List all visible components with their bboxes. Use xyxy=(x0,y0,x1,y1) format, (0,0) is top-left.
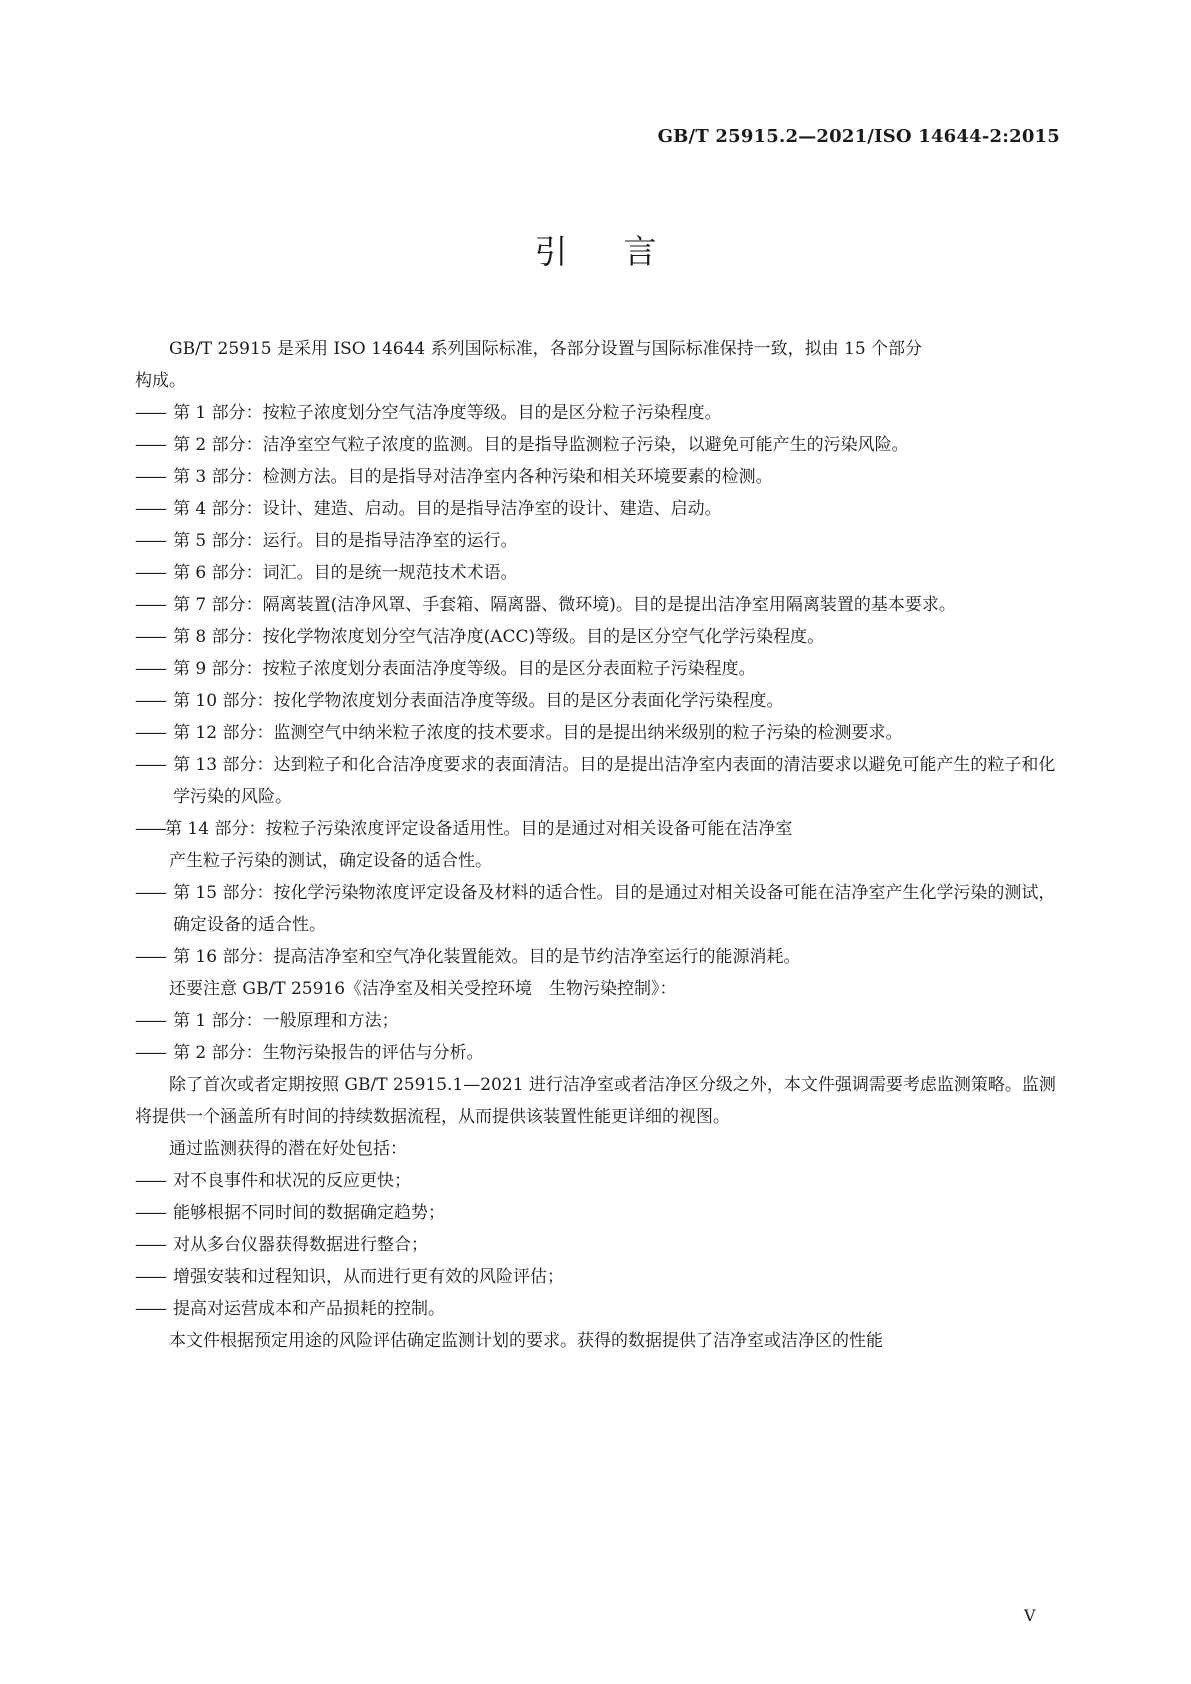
list-item-part-15: —— 第 15 部分：按化学污染物浓度评定设备及材料的适合性。目的是通过对相关设备可能在洁净室产生化学污染的测试，确定设备的适合性。 xyxy=(135,883,1056,935)
list-item-part-14: ——第 14 部分：按粒子污染浓度评定设备适用性。目的是通过对相关设备可能在洁净室 xyxy=(135,819,793,839)
list-item-part-10: —— 第 10 部分：按化学物浓度划分表面洁净度等级。目的是区分表面化学污染程度。 xyxy=(135,691,784,711)
list-item-benefit: —— 增强安装和过程知识，从而进行更有效的风险评估； xyxy=(135,1267,564,1287)
section-title: 引言 xyxy=(534,232,713,271)
list-item-gbt25916-part-1: —— 第 1 部分：一般原理和方法； xyxy=(135,1011,399,1031)
list-item-part-5: —— 第 5 部分：运行。目的是指导洁净室的运行。 xyxy=(135,531,518,551)
list-item-benefit: —— 对从多台仪器获得数据进行整合； xyxy=(135,1235,428,1255)
last-paragraph: 本文件根据预定用途的风险评估确定监测计划的要求。获得的数据提供了洁净室或洁净区的性能 xyxy=(169,1331,883,1351)
benefits-intro: 通过监测获得的潜在好处包括： xyxy=(169,1139,407,1159)
list-item-part-14-continued: 产生粒子污染的测试，确定设备的适合性。 xyxy=(169,851,492,871)
list-item-part-6: —— 第 6 部分：词汇。目的是统一规范技术术语。 xyxy=(135,563,518,583)
list-item-benefit: —— 对不良事件和状况的反应更快； xyxy=(135,1171,411,1191)
list-item-benefit: —— 能够根据不同时间的数据确定趋势； xyxy=(135,1203,445,1223)
list-item-benefit: —— 提高对运营成本和产品损耗的控制。 xyxy=(135,1299,445,1319)
page-number: V xyxy=(1024,1606,1036,1625)
benefits-list xyxy=(135,1165,1061,1325)
intro-line-1: GB/T 25915 是采用 ISO 14644 系列国际标准，各部分设置与国际标准保持一致，拟由 15 个部分 xyxy=(169,339,923,359)
list-item-part-8: —— 第 8 部分：按化学物浓度划分空气洁净度(ACC)等级。目的是区分空气化学污染程度。 xyxy=(135,627,825,647)
gbt25916-intro: 还要注意 GB/T 25916《洁净室及相关受控环境 生物污染控制》： xyxy=(169,979,677,999)
gbt25916-list xyxy=(135,1005,1061,1069)
monitoring-paragraph: 除了首次或者定期按照 GB/T 25915.1—2021 进行洁净室或者洁净区分级之外，本文件强调需要考虑监测策略。监测将提供一个涵盖所有时间的持续数据流程，从而提供该装置性能更详细的视图。 xyxy=(135,1075,1056,1127)
list-item-part-3: —— 第 3 部分：检测方法。目的是指导对洁净室内各种污染和相关环境要素的检测。 xyxy=(135,467,773,487)
list-item-part-16: —— 第 16 部分：提高洁净室和空气净化装置能效。目的是节约洁净室运行的能源消耗。 xyxy=(135,947,801,967)
list-item-part-13: —— 第 13 部分：达到粒子和化合洁净度要求的表面清洁。目的是提出洁净室内表面的清洁要求以避免可能产生的粒子和化学污染的风险。 xyxy=(135,755,1056,807)
parts-list xyxy=(135,397,1061,973)
list-item-gbt25916-part-2: —— 第 2 部分：生物污染报告的评估与分析。 xyxy=(135,1043,484,1063)
list-item-part-12: —— 第 12 部分：监测空气中纳米粒子浓度的技术要求。目的是提出纳米级别的粒子污染的检测要求。 xyxy=(135,723,903,743)
list-item-part-4: —— 第 4 部分：设计、建造、启动。目的是指导洁净室的设计、建造、启动。 xyxy=(135,499,722,519)
document-body xyxy=(135,333,1061,1357)
list-item-part-2: —— 第 2 部分：洁净室空气粒子浓度的监测。目的是指导监测粒子污染，以避免可能产生的污染风险。 xyxy=(135,435,909,455)
intro-paragraph xyxy=(135,333,1061,397)
list-item-part-9: —— 第 9 部分：按粒子浓度划分表面洁净度等级。目的是区分表面粒子污染程度。 xyxy=(135,659,756,679)
list-item-part-7: —— 第 7 部分：隔离装置(洁净风罩、手套箱、隔离器、微环境)。目的是提出洁净室用隔离装置的基本要求。 xyxy=(135,595,956,615)
standard-number: GB/T 25915.2—2021/ISO 14644-2:2015 xyxy=(657,126,1060,147)
intro-line-2: 构成。 xyxy=(135,371,186,391)
list-item-part-1: —— 第 1 部分：按粒子浓度划分空气洁净度等级。目的是区分粒子污染程度。 xyxy=(135,403,722,423)
